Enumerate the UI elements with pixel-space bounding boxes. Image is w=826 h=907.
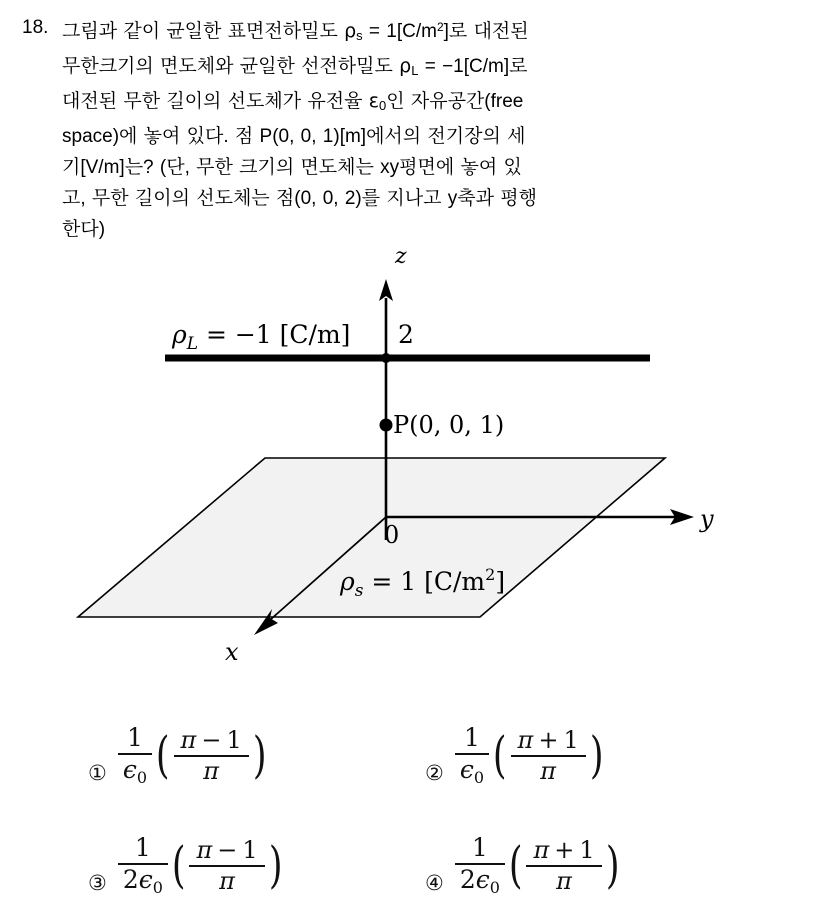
option-4-marker: ④ (425, 871, 444, 895)
question-line-1 (62, 12, 762, 51)
answer-option-2[interactable] (425, 688, 606, 788)
option-3-epsilon-subscript: 0 (152, 878, 163, 898)
option-3-outer-denominator (118, 865, 168, 898)
question-line-2-text-b: = −1[C/m]로 (418, 56, 528, 77)
question-line-3-text-b: 인 자유공간(free (386, 91, 524, 112)
option-4-inner-operator: + (554, 835, 575, 864)
epsilon-subscript-0: 0 (379, 98, 387, 113)
point-p-dot (380, 419, 393, 432)
option-1-outer-denominator (118, 755, 152, 788)
answer-option-3[interactable] (88, 798, 285, 898)
x-axis-label: x (225, 638, 239, 666)
option-2-left-paren: ( (492, 726, 507, 785)
line-charge-rho-symbol: ρ (172, 320, 187, 349)
option-3-outer-numerator: 1 (134, 833, 151, 863)
question-line-7: 한다) (62, 219, 106, 240)
option-2-outer-fraction (455, 723, 489, 788)
option-1-left-paren: ( (155, 726, 170, 785)
option-4-epsilon-subscript: 0 (489, 878, 500, 898)
point-p-label: P(0, 0, 1) (393, 411, 505, 439)
option-1-outer-numerator: 1 (126, 723, 143, 753)
epsilon-symbol: ε (368, 90, 379, 112)
option-2-marker: ② (425, 761, 444, 785)
line-charge-density-label (171, 320, 350, 354)
question-line-2-text-a: 무한크기의 면도체와 균일한 선전하밀도 (62, 56, 400, 77)
answer-options (0, 680, 826, 907)
question-line-5: 기[V/m]는? (단, 무한 크기의 면도체는 xy평면에 놓여 있 (62, 157, 522, 178)
option-2-inner-fraction (511, 726, 586, 786)
option-3-inner-operator: − (217, 835, 238, 864)
option-3-epsilon: ϵ (138, 865, 153, 895)
option-3-outer-fraction (118, 833, 168, 898)
option-2-epsilon-subscript: 0 (473, 768, 485, 788)
option-1-right-paren: ) (252, 726, 267, 785)
option-1-inner-numerator (174, 726, 249, 755)
option-4-expression (454, 833, 622, 898)
surface-charge-tail: ] (495, 567, 506, 596)
surface-charge-density-label (339, 565, 505, 601)
option-4-epsilon: ϵ (475, 865, 490, 895)
option-4-outer-numerator: 1 (471, 833, 488, 863)
option-3-denominator-coefficient: 2 (122, 865, 139, 895)
option-3-right-paren: ) (268, 836, 283, 895)
option-2-inner-operator: + (538, 725, 559, 754)
option-3-left-paren: ( (171, 836, 186, 895)
option-2-inner-numerator (511, 726, 586, 755)
option-2-expression (454, 723, 606, 788)
option-1-inner-fraction (174, 726, 249, 786)
surface-charge-rho-subscript: s (354, 581, 364, 601)
option-1-epsilon-subscript: 0 (136, 768, 148, 788)
answer-option-4[interactable] (425, 798, 622, 898)
question-block (22, 12, 812, 245)
option-2-outer-denominator (455, 755, 489, 788)
option-1-inner-value: 1 (226, 725, 242, 754)
option-1-marker: ① (88, 761, 107, 785)
surface-charge-superscript: 2 (485, 565, 496, 584)
line-charge-rho-subscript: L (186, 334, 198, 354)
question-number: 18. (22, 17, 49, 38)
option-4-outer-fraction (455, 833, 505, 898)
question-line-3-text-a: 대전된 무한 길이의 선도체가 유전율 (62, 91, 369, 112)
option-2-outer-numerator: 1 (463, 723, 480, 753)
svg-text:ρL = −1 [C/m] (171, 320, 350, 354)
option-3-inner-denominator: π (219, 866, 235, 895)
option-1-inner-denominator: π (203, 756, 220, 785)
option-4-left-paren: ( (508, 836, 523, 895)
option-1-expression (117, 723, 269, 788)
option-3-marker: ③ (88, 871, 107, 895)
line-charge-intersection-dot (381, 353, 391, 363)
option-2-inner-pi: π (517, 725, 534, 754)
option-3-inner-numerator (189, 836, 264, 865)
option-4-right-paren: ) (605, 836, 620, 895)
question-line-3 (62, 86, 762, 121)
option-2-epsilon: ϵ (459, 755, 474, 785)
option-3-inner-fraction (189, 836, 264, 896)
answer-option-1[interactable] (88, 688, 269, 788)
question-line-6: 고, 무한 길이의 선도체는 점(0, 0, 2)를 지나고 y축과 평행 (62, 188, 537, 209)
option-2-inner-value: 1 (563, 725, 579, 754)
question-line-1-text-b: = 1[C/m (362, 21, 437, 42)
rho-subscript-s: s (356, 28, 363, 43)
option-4-denominator-coefficient: 2 (459, 865, 476, 895)
option-4-inner-denominator: π (556, 866, 572, 895)
svg-text:ρs = 1 [C/m2] (339, 565, 505, 601)
question-line-1-text-a: 그림과 같이 균일한 표면전하밀도 (62, 21, 345, 42)
z-axis-arrowhead (379, 279, 393, 301)
question-line-4: space)에 놓여 있다. 점 P(0, 0, 1)[m]에서의 전기장의 세 (62, 126, 526, 147)
line-charge-rho-value: = −1 [C/m] (198, 320, 351, 349)
option-3-inner-value: 1 (242, 835, 258, 864)
surface-charge-rho-symbol: ρ (340, 567, 355, 596)
option-3-expression (117, 833, 285, 898)
y-axis-label: y (700, 505, 714, 533)
option-4-inner-value: 1 (579, 835, 595, 864)
rho-symbol-s: ρ (344, 20, 357, 42)
superscript-2: 2 (436, 20, 444, 34)
surface-charge-rho-value: = 1 [C/m (363, 567, 486, 596)
option-4-inner-numerator (526, 836, 601, 865)
question-line-1-text-c: ]로 대전된 (443, 21, 529, 42)
option-4-outer-denominator (455, 865, 505, 898)
option-3-inner-pi: π (196, 835, 213, 864)
option-4-inner-fraction (526, 836, 601, 896)
option-1-inner-pi: π (180, 725, 197, 754)
z-axis-label: z (395, 244, 407, 269)
question-text (62, 12, 762, 245)
figure-diagram (0, 235, 826, 675)
rho-symbol-l: ρ (399, 55, 412, 77)
option-2-right-paren: ) (589, 726, 604, 785)
option-1-epsilon: ϵ (122, 755, 137, 785)
option-1-outer-fraction (118, 723, 152, 788)
question-line-2 (62, 51, 762, 86)
option-4-inner-pi: π (533, 835, 550, 864)
origin-label: 0 (384, 521, 400, 549)
option-2-inner-denominator: π (540, 756, 557, 785)
option-1-inner-operator: − (201, 725, 222, 754)
height-label-2: 2 (398, 320, 414, 349)
question-row (22, 12, 812, 245)
rho-subscript-l: L (411, 63, 419, 78)
